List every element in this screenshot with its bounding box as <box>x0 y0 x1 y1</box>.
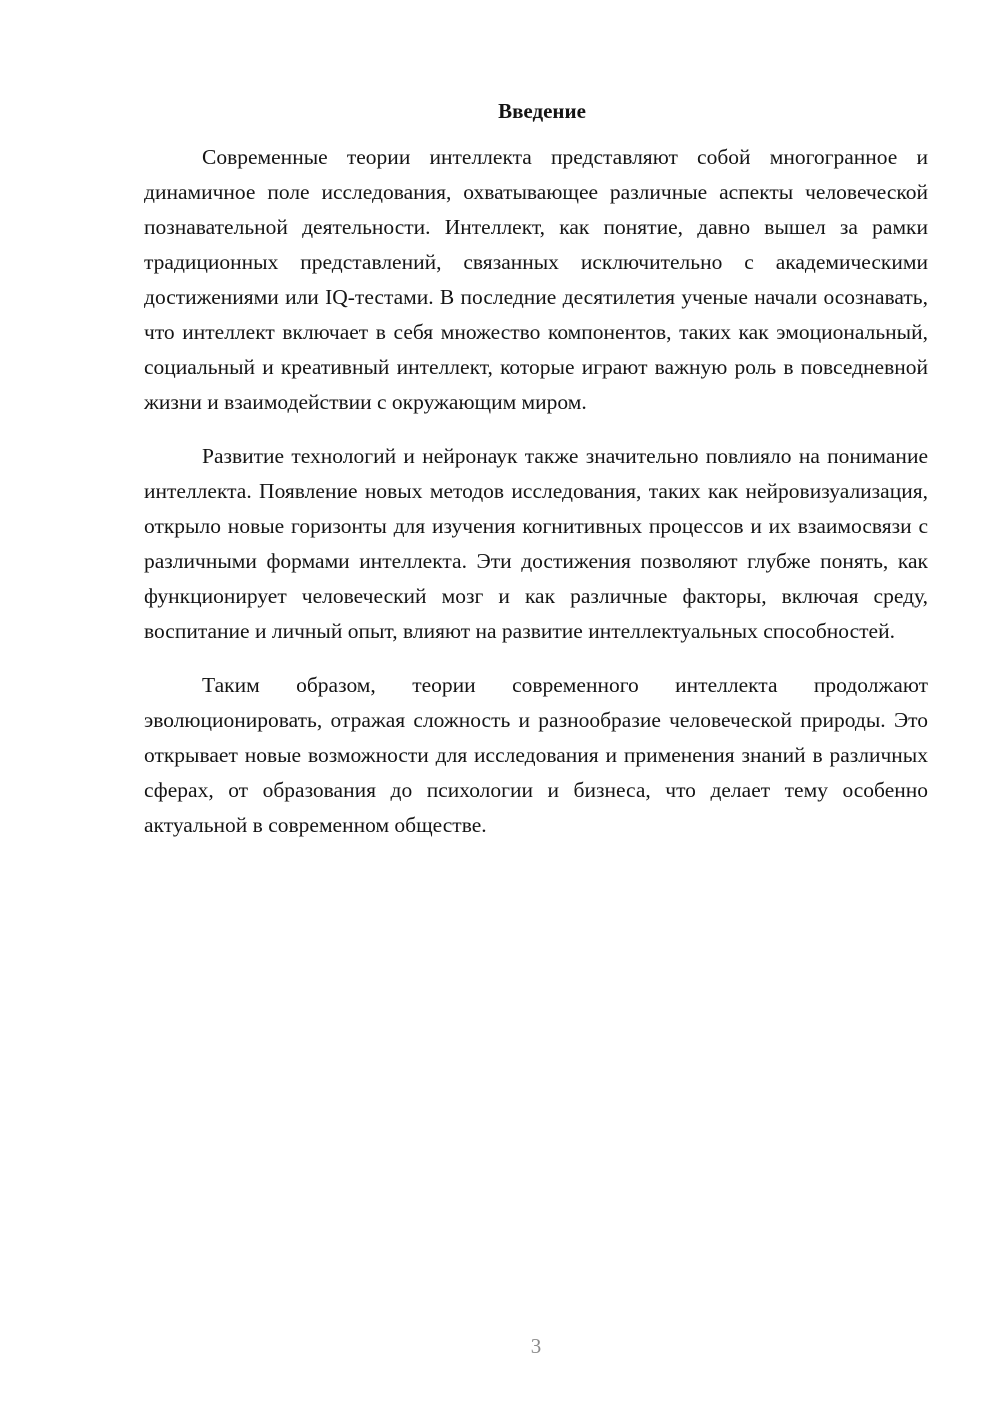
page-number: 3 <box>530 1334 542 1358</box>
page-content <box>144 95 928 843</box>
paragraph-3: Таким образом, теории современного интеллекта продолжают эволюционировать, отражая сложность и разнообразие человеческой природы. Это открывает новые возможности для исследования и применения знаний в различных сферах, от образования до психологии и бизнеса, что делает тему особенно актуальной в современном обществе. <box>144 673 928 837</box>
paragraph-1: Современные теории интеллекта представляют собой многогранное и динамичное поле исследования, охватывающее различные аспекты человеческой познавательной деятельности. Интеллект, как понятие, давно вышел за рамки традиционных представлений, связанных исключительно с академическими достижениями или IQ-тестами. В последние десятилетия ученые начали осознавать, что интеллект включает в себя множество компонентов, таких как эмоциональный, социальный и креативный интеллект, которые играют важную роль в повседневной жизни и взаимодействии с окружающим миром. <box>144 145 928 414</box>
section-heading: Введение <box>498 99 586 123</box>
paragraph-2: Развитие технологий и нейронаук также значительно повлияло на понимание интеллекта. Появление новых методов исследования, таких как нейровизуализация, открыло новые горизонты для изучения когнитивных процессов и их взаимосвязи с различными формами интеллекта. Эти достижения позволяют глубже понять, как функционирует человеческий мозг и как различные факторы, включая среду, воспитание и личный опыт, влияют на развитие интеллектуальных способностей. <box>144 444 928 643</box>
